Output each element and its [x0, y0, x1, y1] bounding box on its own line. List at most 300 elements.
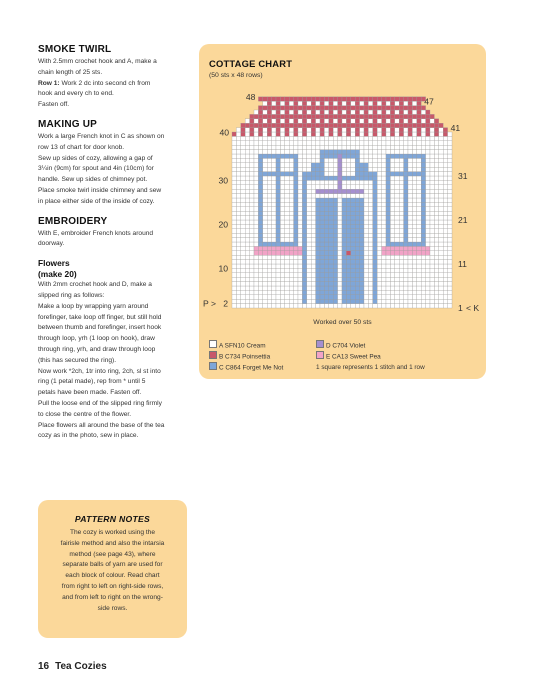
chart-stitch-c [355, 163, 359, 167]
row-number-roof: 40 [219, 127, 229, 138]
chart-stitch-c [355, 277, 359, 281]
legend-row [209, 340, 489, 351]
chart-title: COTTAGE CHART [209, 58, 293, 69]
chart-stitch-a [280, 255, 284, 259]
chart-stitch-a [254, 136, 258, 140]
chart-stitch-a [448, 251, 452, 255]
chart-stitch-a [254, 202, 258, 206]
chart-stitch-b [382, 123, 386, 127]
chart-stitch-a [272, 101, 276, 105]
chart-stitch-c [386, 202, 390, 206]
chart-stitch-c [316, 251, 320, 255]
chart-stitch-c [258, 176, 262, 180]
chart-stitch-a [443, 185, 447, 189]
chart-stitch-a [254, 216, 258, 220]
chart-stitch-c [276, 202, 280, 206]
chart-stitch-a [285, 304, 289, 308]
chart-stitch-c [386, 172, 390, 176]
chart-stitch-a [241, 304, 245, 308]
chart-stitch-c [355, 282, 359, 286]
chart-stitch-a [351, 110, 355, 114]
chart-stitch-a [439, 220, 443, 224]
chart-stitch-a [439, 145, 443, 149]
chart-stitch-c [351, 277, 355, 281]
chart-stitch-a [404, 141, 408, 145]
chart-stitch-a [386, 136, 390, 140]
chart-stitch-a [412, 260, 416, 264]
chart-stitch-a [377, 202, 381, 206]
chart-stitch-a [377, 167, 381, 171]
chart-stitch-c [373, 202, 377, 206]
chart-stitch-a [311, 251, 315, 255]
chart-stitch-a [377, 286, 381, 290]
chart-stitch-b [267, 119, 271, 123]
chart-stitch-a [236, 180, 240, 184]
chart-stitch-a [285, 260, 289, 264]
chart-stitch-b [276, 114, 280, 118]
chart-stitch-a [342, 167, 346, 171]
chart-stitch-a [412, 233, 416, 237]
chart-stitch-a [412, 255, 416, 259]
chart-stitch-c [404, 172, 408, 176]
chart-stitch-b [241, 123, 245, 127]
chart-stitch-a [263, 268, 267, 272]
chart-stitch-a [272, 194, 276, 198]
chart-stitch-a [232, 299, 236, 303]
chart-stitch-a [298, 136, 302, 140]
chart-stitch-a [421, 255, 425, 259]
chart-stitch-a [307, 304, 311, 308]
chart-stitch-a [364, 273, 368, 277]
chart-stitch-c [364, 176, 368, 180]
chart-stitch-b [267, 106, 271, 110]
chart-stitch-a [443, 220, 447, 224]
chart-stitch-a [395, 128, 399, 132]
chart-stitch-a [382, 202, 386, 206]
chart-stitch-b [267, 97, 271, 101]
chart-stitch-a [364, 145, 368, 149]
chart-stitch-c [351, 246, 355, 250]
chart-stitch-a [355, 194, 359, 198]
chart-stitch-c [333, 150, 337, 154]
chart-stitch-a [382, 290, 386, 294]
chart-stitch-c [276, 242, 280, 246]
chart-stitch-a [241, 260, 245, 264]
chart-stitch-c [421, 238, 425, 242]
chart-stitch-a [250, 158, 254, 162]
chart-stitch-a [298, 176, 302, 180]
chart-stitch-c [316, 216, 320, 220]
chart-stitch-a [338, 202, 342, 206]
chart-stitch-b [373, 128, 377, 132]
chart-stitch-c [404, 185, 408, 189]
chart-stitch-a [245, 260, 249, 264]
chart-stitch-a [395, 194, 399, 198]
chart-stitch-a [245, 304, 249, 308]
chart-stitch-a [254, 145, 258, 149]
chart-stitch-a [263, 101, 267, 105]
chart-stitch-a [245, 194, 249, 198]
chart-stitch-a [236, 299, 240, 303]
chart-stitch-a [311, 189, 315, 193]
chart-stitch-a [443, 238, 447, 242]
chart-stitch-a [302, 167, 306, 171]
chart-stitch-a [263, 136, 267, 140]
chart-stitch-c [333, 290, 337, 294]
chart-stitch-a [298, 198, 302, 202]
chart-stitch-b [360, 114, 364, 118]
chart-stitch-c [276, 233, 280, 237]
chart-stitch-a [250, 299, 254, 303]
chart-stitch-a [426, 136, 430, 140]
chart-stitch-a [364, 211, 368, 215]
chart-stitch-c [346, 273, 350, 277]
chart-stitch-a [254, 273, 258, 277]
chart-stitch-b [285, 128, 289, 132]
chart-stitch-c [408, 172, 412, 176]
chart-stitch-c [351, 264, 355, 268]
chart-stitch-a [258, 277, 262, 281]
chart-stitch-c [404, 163, 408, 167]
chart-stitch-a [320, 194, 324, 198]
chart-stitch-a [382, 238, 386, 242]
chart-stitch-a [395, 220, 399, 224]
chart-stitch-c [346, 255, 350, 259]
chart-stitch-a [236, 290, 240, 294]
chart-stitch-c [351, 207, 355, 211]
chart-stitch-c [324, 238, 328, 242]
chart-stitch-c [412, 154, 416, 158]
chart-stitch-a [232, 202, 236, 206]
chart-stitch-c [351, 295, 355, 299]
chart-stitch-a [280, 233, 284, 237]
chart-stitch-c [386, 220, 390, 224]
chart-stitch-a [316, 180, 320, 184]
chart-stitch-b [346, 119, 350, 123]
chart-stitch-a [285, 150, 289, 154]
chart-stitch-a [324, 194, 328, 198]
chart-stitch-a [254, 198, 258, 202]
chart-stitch-a [360, 150, 364, 154]
chart-stitch-a [307, 158, 311, 162]
chart-stitch-c [360, 202, 364, 206]
chart-stitch-a [448, 141, 452, 145]
chart-stitch-c [338, 150, 342, 154]
chart-stitch-b [404, 106, 408, 110]
chart-stitch-c [355, 290, 359, 294]
chart-stitch-a [311, 282, 315, 286]
chart-stitch-a [412, 198, 416, 202]
chart-stitch-a [448, 154, 452, 158]
chart-stitch-c [267, 242, 271, 246]
chart-stitch-e [426, 246, 430, 250]
chart-stitch-c [258, 180, 262, 184]
chart-stitch-b [377, 114, 381, 118]
chart-stitch-c [355, 172, 359, 176]
chart-stitch-b [364, 101, 368, 105]
chart-stitch-b [417, 119, 421, 123]
chart-stitch-b [280, 114, 284, 118]
chart-stitch-a [443, 176, 447, 180]
chart-stitch-c [333, 251, 337, 255]
chart-stitch-a [276, 286, 280, 290]
chart-stitch-a [232, 277, 236, 281]
chart-stitch-c [258, 202, 262, 206]
chart-stitch-a [285, 229, 289, 233]
chart-stitch-a [390, 194, 394, 198]
chart-stitch-a [395, 189, 399, 193]
chart-stitch-c [399, 154, 403, 158]
chart-stitch-a [285, 216, 289, 220]
chart-stitch-a [298, 141, 302, 145]
chart-stitch-a [368, 251, 372, 255]
chart-stitch-a [346, 172, 350, 176]
chart-stitch-a [294, 273, 298, 277]
chart-stitch-a [421, 295, 425, 299]
chart-stitch-a [263, 260, 267, 264]
chart-stitch-a [434, 180, 438, 184]
chart-stitch-c [324, 246, 328, 250]
chart-stitch-a [254, 128, 258, 132]
chart-stitch-b [346, 101, 350, 105]
chart-stitch-a [377, 282, 381, 286]
chart-stitch-b [311, 128, 315, 132]
chart-stitch-b [338, 114, 342, 118]
chart-stitch-a [245, 145, 249, 149]
chart-stitch-a [412, 282, 416, 286]
chart-stitch-c [355, 268, 359, 272]
chart-stitch-a [272, 277, 276, 281]
chart-stitch-a [236, 172, 240, 176]
chart-stitch-a [254, 176, 258, 180]
chart-stitch-a [245, 255, 249, 259]
chart-stitch-a [368, 282, 372, 286]
chart-stitch-c [355, 224, 359, 228]
chart-stitch-a [307, 264, 311, 268]
chart-stitch-a [250, 290, 254, 294]
chart-stitch-c [324, 282, 328, 286]
chart-stitch-c [324, 277, 328, 281]
chart-stitch-a [412, 295, 416, 299]
chart-stitch-a [351, 172, 355, 176]
chart-stitch-c [320, 163, 324, 167]
chart-stitch-e [276, 251, 280, 255]
chart-stitch-c [355, 255, 359, 259]
chart-stitch-a [439, 264, 443, 268]
chart-stitch-a [280, 132, 284, 136]
chart-stitch-b [289, 114, 293, 118]
chart-stitch-a [417, 277, 421, 281]
chart-stitch-b [346, 110, 350, 114]
chart-stitch-a [338, 264, 342, 268]
chart-stitch-a [250, 286, 254, 290]
chart-stitch-a [254, 211, 258, 215]
chart-stitch-a [294, 255, 298, 259]
chart-stitch-a [368, 194, 372, 198]
chart-stitch-b [298, 123, 302, 127]
chart-stitch-c [302, 238, 306, 242]
chart-stitch-b [390, 110, 394, 114]
chart-stitch-c [346, 154, 350, 158]
chart-stitch-a [232, 198, 236, 202]
chart-stitch-b [351, 123, 355, 127]
chart-stitch-a [294, 299, 298, 303]
chart-stitch-b [267, 110, 271, 114]
chart-stitch-a [329, 180, 333, 184]
chart-stitch-a [272, 163, 276, 167]
chart-stitch-b [329, 114, 333, 118]
chart-stitch-c [360, 277, 364, 281]
chart-stitch-a [285, 286, 289, 290]
chart-stitch-a [241, 198, 245, 202]
chart-stitch-a [241, 154, 245, 158]
chart-stitch-a [241, 295, 245, 299]
chart-stitch-a [408, 150, 412, 154]
chart-stitch-c [408, 242, 412, 246]
chart-stitch-a [311, 299, 315, 303]
chart-stitch-a [267, 299, 271, 303]
chart-stitch-a [263, 180, 267, 184]
chart-stitch-a [377, 242, 381, 246]
chart-stitch-b [426, 114, 430, 118]
chart-stitch-a [421, 273, 425, 277]
chart-stitch-a [245, 119, 249, 123]
row-number-right: 1 [458, 303, 463, 313]
chart-stitch-b [258, 132, 262, 136]
chart-stitch-c [351, 202, 355, 206]
chart-stitch-a [368, 158, 372, 162]
chart-stitch-a [434, 211, 438, 215]
chart-stitch-a [417, 260, 421, 264]
chart-stitch-a [232, 216, 236, 220]
chart-stitch-a [324, 163, 328, 167]
chart-stitch-c [280, 242, 284, 246]
chart-stitch-a [289, 286, 293, 290]
chart-stitch-b [311, 119, 315, 123]
chart-stitch-a [360, 185, 364, 189]
chart-stitch-a [448, 282, 452, 286]
chart-stitch-c [342, 220, 346, 224]
chart-stitch-a [241, 158, 245, 162]
chart-stitch-c [386, 158, 390, 162]
chart-stitch-a [342, 132, 346, 136]
chart-stitch-a [302, 163, 306, 167]
chart-stitch-a [360, 194, 364, 198]
chart-stitch-b [245, 123, 249, 127]
chart-stitch-c [351, 176, 355, 180]
chart-stitch-a [236, 251, 240, 255]
row1-text: Work 2 dc into second ch from [59, 79, 151, 87]
chart-stitch-a [272, 216, 276, 220]
chart-stitch-c [355, 211, 359, 215]
chart-stitch-a [386, 304, 390, 308]
chart-stitch-a [241, 136, 245, 140]
chart-stitch-a [267, 180, 271, 184]
chart-stitch-a [250, 220, 254, 224]
chart-stitch-a [426, 150, 430, 154]
chart-stitch-a [302, 304, 306, 308]
chart-stitch-c [390, 154, 394, 158]
chart-subtitle: (50 sts x 48 rows) [209, 72, 263, 79]
chart-stitch-c [408, 154, 412, 158]
chart-stitch-c [307, 176, 311, 180]
chart-stitch-b [294, 128, 298, 132]
chart-stitch-a [241, 141, 245, 145]
chart-stitch-c [276, 207, 280, 211]
chart-stitch-c [311, 172, 315, 176]
chart-stitch-a [351, 304, 355, 308]
chart-stitch-c [329, 207, 333, 211]
chart-stitch-a [395, 110, 399, 114]
chart-stitch-a [338, 251, 342, 255]
chart-stitch-a [364, 229, 368, 233]
chart-stitch-c [346, 224, 350, 228]
chart-stitch-a [307, 277, 311, 281]
chart-stitch-c [351, 211, 355, 215]
chart-stitch-a [342, 128, 346, 132]
chart-stitch-c [320, 220, 324, 224]
smoke-twirl-text [38, 57, 188, 111]
chart-stitch-a [412, 185, 416, 189]
chart-stitch-a [386, 295, 390, 299]
chart-stitch-a [408, 295, 412, 299]
chart-stitch-a [386, 150, 390, 154]
chart-stitch-a [245, 172, 249, 176]
chart-stitch-a [254, 290, 258, 294]
chart-stitch-c [324, 224, 328, 228]
chart-stitch-c [324, 299, 328, 303]
chart-stitch-a [245, 224, 249, 228]
chart-stitch-b [368, 114, 372, 118]
chart-stitch-a [377, 176, 381, 180]
chart-stitch-a [254, 163, 258, 167]
chart-stitch-a [316, 101, 320, 105]
chart-stitch-b [285, 123, 289, 127]
chart-stitch-a [399, 273, 403, 277]
chart-stitch-b [272, 106, 276, 110]
chart-legend [209, 340, 489, 373]
chart-stitch-c [263, 242, 267, 246]
chart-stitch-a [236, 229, 240, 233]
chart-stitch-a [395, 132, 399, 136]
chart-stitch-c [324, 295, 328, 299]
chart-stitch-a [289, 268, 293, 272]
chart-stitch-a [232, 180, 236, 184]
chart-stitch-a [382, 136, 386, 140]
chart-stitch-a [439, 163, 443, 167]
chart-stitch-c [342, 268, 346, 272]
chart-stitch-a [351, 136, 355, 140]
chart-stitch-a [377, 224, 381, 228]
chart-stitch-a [241, 150, 245, 154]
chart-stitch-c [360, 220, 364, 224]
chart-stitch-d [355, 189, 359, 193]
chart-stitch-a [250, 154, 254, 158]
chart-stitch-a [377, 101, 381, 105]
chart-stitch-a [404, 286, 408, 290]
chart-stitch-a [280, 260, 284, 264]
chart-stitch-c [404, 154, 408, 158]
chart-stitch-b [307, 123, 311, 127]
chart-stitch-c [404, 158, 408, 162]
chart-stitch-a [439, 189, 443, 193]
chart-stitch-a [395, 145, 399, 149]
chart-stitch-e [382, 251, 386, 255]
chart-stitch-b [364, 123, 368, 127]
chart-stitch-b [368, 106, 372, 110]
chart-stitch-b [346, 106, 350, 110]
chart-stitch-b [434, 123, 438, 127]
